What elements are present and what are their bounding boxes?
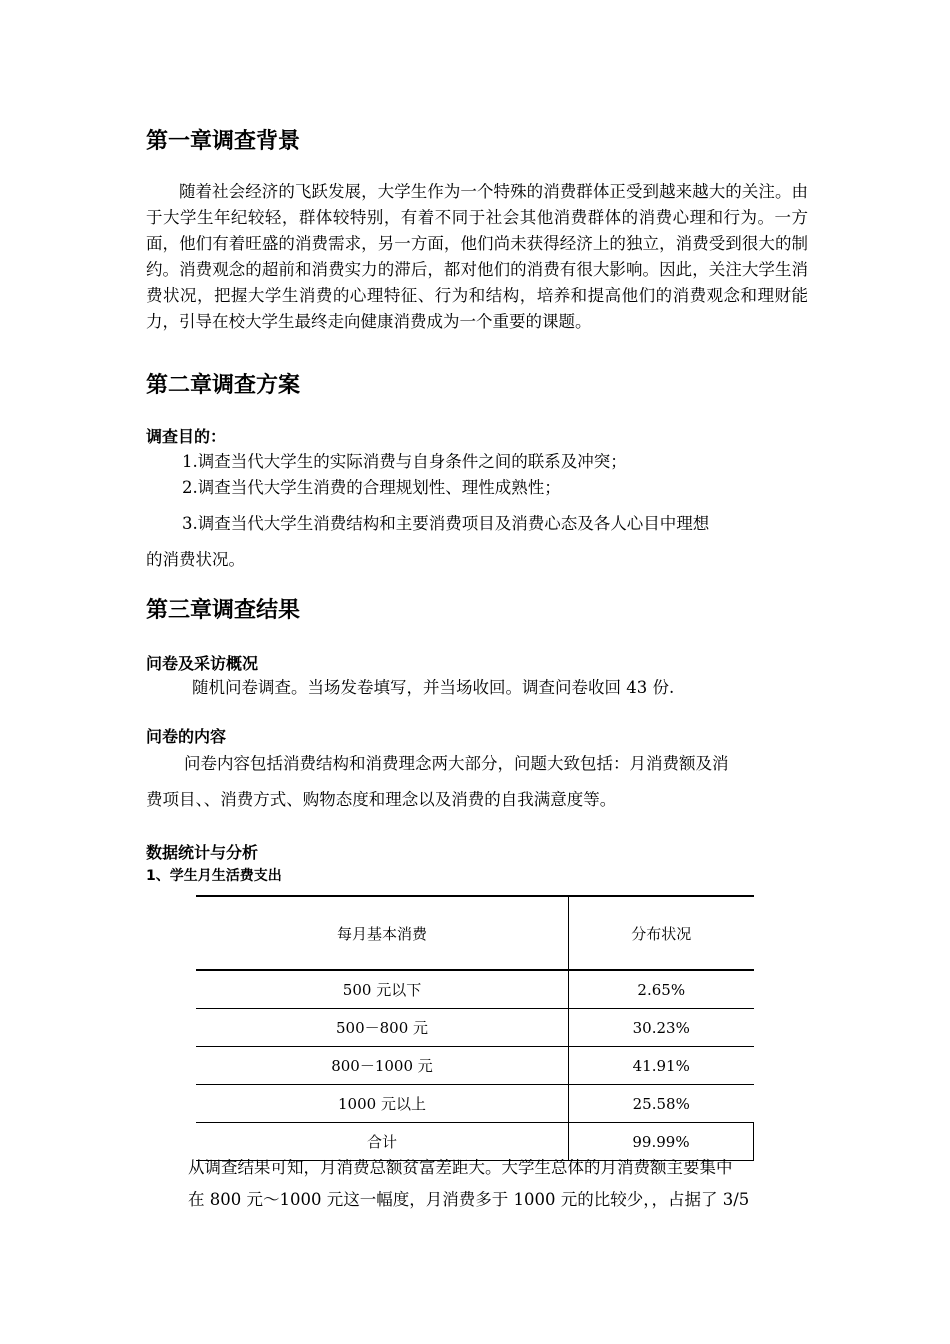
content-heading: 问卷的内容 <box>146 727 227 746</box>
table-row <box>196 970 754 1009</box>
row-range: 500－800 元 <box>196 1009 569 1047</box>
purpose-item-3: 3.调查当代大学生消费结构和主要消费项目及消费心态及各人心目中理想 <box>182 514 710 533</box>
table-header-row <box>196 896 754 970</box>
table-row <box>196 1009 754 1047</box>
purpose-item-3-continued: 的消费状况。 <box>146 550 245 569</box>
row-percent: 25.58% <box>569 1085 754 1123</box>
total-percent: 99.99% <box>569 1123 754 1161</box>
header-distribution: 分布状况 <box>569 896 754 970</box>
row-percent: 30.23% <box>569 1009 754 1047</box>
stats-heading: 数据统计与分析 <box>146 843 259 862</box>
row-range: 800－1000 元 <box>196 1047 569 1085</box>
chapter1-title: 第一章调查背景 <box>146 129 301 154</box>
purpose-heading: 调查目的： <box>146 427 227 446</box>
total-label: 合计 <box>196 1123 569 1161</box>
purpose-item-2: 2.调查当代大学生消费的合理规划性、理性成熟性； <box>182 478 561 497</box>
conclusion-line-1: 从调查结果可知，月消费总额贫富差距大。大学生总体的月消费额主要集中 <box>188 1158 733 1177</box>
row-range: 500 元以下 <box>196 970 569 1009</box>
survey-text: 随机问卷调查。当场发卷填写，并当场收回。调查问卷收回 43 份. <box>192 678 675 697</box>
purpose-item-1: 1.调查当代大学生的实际消费与自身条件之间的联系及冲突； <box>182 452 627 471</box>
table-row <box>196 1047 754 1085</box>
spending-table <box>196 895 754 1161</box>
conclusion-line-2: 在 800 元～1000 元这一幅度，月消费多于 1000 元的比较少，，占据了 3/5 <box>188 1190 750 1209</box>
chapter1-paragraph: 随着社会经济的飞跃发展，大学生作为一个特殊的消费群体正受到越来越大的关注。由于大学生年纪较轻，群体较特别，有着不同于社会其他消费群体的消费心理和行为。一方面，他们有着旺盛的消费需求，另一方面，他们尚未获得经济上的独立，消费受到很大的制约。消费观念的超前和消费实力的滞后，都对他们的消费有很大影响。因此，关注大学生消费状况，把握大学生消费的心理特征、行为和结构，培养和提高他们的消费观念和理财能力，引导在校大学生最终走向健康消费成为一个重要的课题。 <box>146 182 808 331</box>
row-percent: 2.65% <box>569 970 754 1009</box>
content-line-1: 问卷内容包括消费结构和消费理念两大部分，问题大致包括：月消费额及消 <box>184 754 729 773</box>
header-monthly-spending: 每月基本消费 <box>196 896 569 970</box>
table-row <box>196 1085 754 1123</box>
table-caption: 1、学生月生活费支出 <box>146 868 282 884</box>
content-line-2: 费项目、、消费方式、购物态度和理念以及消费的自我满意度等。 <box>146 790 617 809</box>
survey-heading: 问卷及采访概况 <box>146 654 259 673</box>
chapter2-title: 第二章调查方案 <box>146 373 301 398</box>
row-range: 1000 元以上 <box>196 1085 569 1123</box>
row-percent: 41.91% <box>569 1047 754 1085</box>
chapter3-title: 第三章调查结果 <box>146 598 301 623</box>
